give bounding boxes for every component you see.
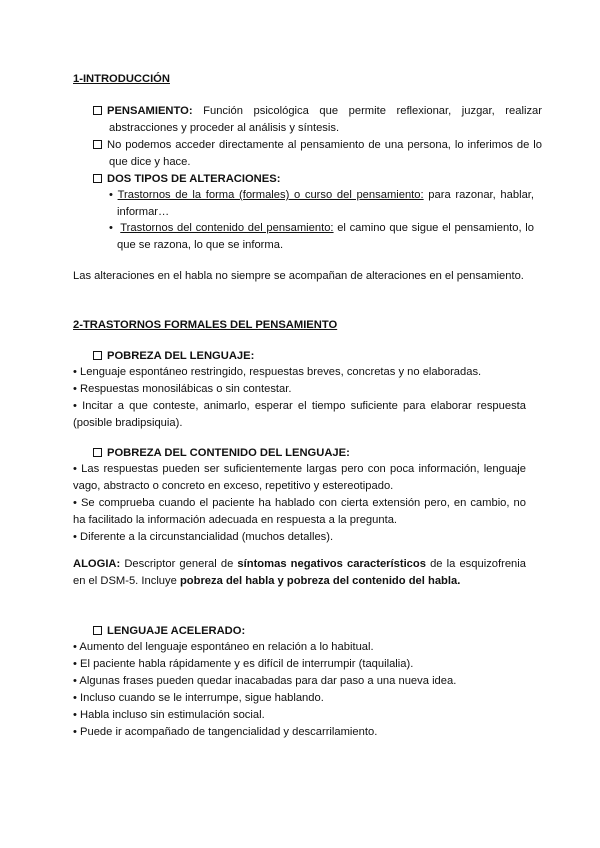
tipo-contenido-title: Trastornos del contenido del pensamiento: — [120, 222, 334, 234]
alogia-bold-1: síntomas negativos característicos — [237, 558, 426, 570]
checkbox-item-inferencia — [93, 137, 542, 171]
bullet: • — [109, 189, 118, 201]
paragraph-alogia — [73, 556, 526, 590]
checkbox-item-pensamiento — [93, 103, 542, 137]
alogia-text-2: de la esquizofrenia en el DSM-5. Incluye — [73, 558, 526, 587]
bullet: • — [109, 222, 121, 234]
list-item: • Incitar a que conteste, animarlo, esperar el tiempo suficiente para elaborar respuesta (posible bradipsiquia). — [73, 400, 526, 429]
list-item: • Las respuestas pueden ser suficientemente largas pero con poca información, lenguaje vago, abstracto o concreto en exceso, repetitivo y estereotipado. — [73, 463, 526, 492]
dos-tipos-heading: DOS TIPOS DE ALTERACIONES: — [107, 173, 281, 185]
term-pensamiento: PENSAMIENTO: — [107, 105, 193, 117]
list-item: • Aumento del lenguaje espontáneo en relación a lo habitual. — [73, 641, 374, 653]
list-pobreza-lenguaje — [73, 364, 526, 432]
list-lenguaje-acelerado — [73, 639, 526, 741]
tipo-contenido-desc: el camino que sigue el pensamiento, lo que se razona, lo que se informa. — [117, 222, 534, 251]
checkbox-item-dos-tipos — [93, 171, 280, 188]
checkbox-icon — [93, 351, 102, 360]
tipo-forma-title: Trastornos de la forma (formales) o curso del pensamiento: — [117, 189, 424, 201]
checkbox-icon — [93, 174, 102, 183]
list-item: • Habla incluso sin estimulación social. — [73, 709, 265, 721]
checkbox-icon — [93, 106, 102, 115]
subheading-pobreza-contenido — [93, 445, 350, 462]
subheading-pobreza-lenguaje — [93, 348, 254, 365]
checkbox-icon — [93, 448, 102, 457]
section-heading-trastornos-formales: 2-TRASTORNOS FORMALES DEL PENSAMIENTO — [73, 319, 338, 331]
tipo-item-contenido — [109, 220, 534, 254]
alogia-bold-2: pobreza del habla y pobreza del contenido del habla. — [179, 575, 461, 587]
list-item: • Diferente a la circunstancialidad (muchos detalles). — [73, 531, 334, 543]
checkbox-icon — [93, 626, 102, 635]
alogia-text-1: Descriptor general de — [120, 558, 238, 570]
term-alogia: ALOGIA: — [73, 558, 121, 570]
paragraph-alteraciones: Las alteraciones en el habla no siempre se acompañan de alteraciones en el pensamiento. — [73, 270, 524, 282]
pobreza-lenguaje-heading: POBREZA DEL LENGUAJE: — [107, 350, 255, 362]
list-item: • Puede ir acompañado de tangencialidad y descarrilamiento. — [73, 726, 378, 738]
list-item: • Algunas frases pueden quedar inacabadas para dar paso a una nueva idea. — [73, 675, 457, 687]
checkbox-icon — [93, 140, 102, 149]
subheading-lenguaje-acelerado — [93, 623, 245, 640]
inferencia-text: No podemos acceder directamente al pensamiento de una persona, lo inferimos de lo que dice y hace. — [107, 139, 542, 168]
list-item: • Lenguaje espontáneo restringido, respuestas breves, concretas y no elaboradas. — [73, 366, 482, 378]
tipo-forma-desc: para razonar, hablar, informar… — [117, 189, 535, 218]
list-item: • Respuestas monosilábicas o sin contestar. — [73, 383, 292, 395]
list-item: • El paciente habla rápidamente y es difícil de interrumpir (taquilalia). — [73, 658, 414, 670]
list-item: • Incluso cuando se le interrumpe, sigue hablando. — [73, 692, 324, 704]
lenguaje-acelerado-heading: LENGUAJE ACELERADO: — [107, 625, 246, 637]
definition-pensamiento: Función psicológica que permite reflexionar, juzgar, realizar abstracciones y proceder al análisis y síntesis. — [109, 105, 542, 134]
pobreza-contenido-heading: POBREZA DEL CONTENIDO DEL LENGUAJE: — [107, 447, 350, 459]
tipo-item-forma — [109, 187, 534, 221]
list-item: • Se comprueba cuando el paciente ha hablado con cierta extensión pero, en cambio, no ha facilitado la información adecuada en respuesta a la pregunta. — [73, 497, 526, 526]
section-heading-introduccion: 1-INTRODUCCIÓN — [73, 73, 170, 85]
list-pobreza-contenido — [73, 461, 526, 546]
